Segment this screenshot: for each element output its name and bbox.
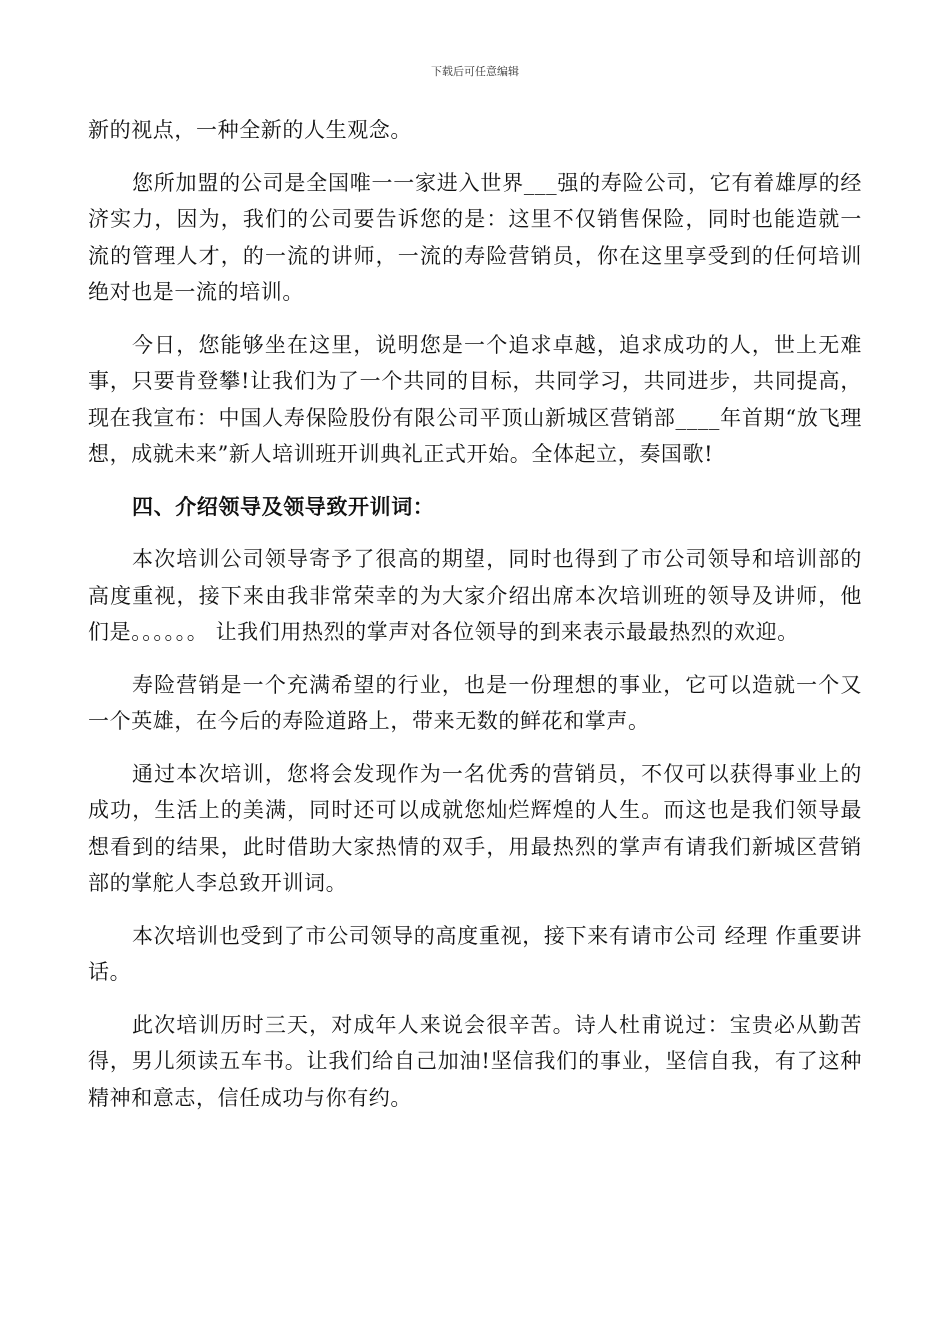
document-body xyxy=(88,112,862,1116)
paragraph-training-outcome: 通过本次培训，您将会发现作为一名优秀的营销员，不仅可以获得事业上的成功，生活上的美满，同时还可以成就您灿烂辉煌的人生。而这也是我们领导最想看到的结果，此时借助大家热情的双手，用最热烈的掌声有请我们新城区营销部的掌舵人李总致开训词。 xyxy=(88,761,862,895)
paragraph-opening-declaration: 今日，您能够坐在这里，说明您是一个追求卓越，追求成功的人，世上无难事，只要肯登攀!让我们为了一个共同的目标，共同学习，共同进步，共同提高，现在我宣布：中国人寿保险股份有限公司平顶山新城区营销部____年首期“放飞理想，成就未来”新人培训班开训典礼正式开始。全体起立，奏国歌! xyxy=(88,332,862,466)
paragraph-manager-speech: 本次培训也受到了市公司领导的高度重视，接下来有请市公司 经理 作重要讲话。 xyxy=(88,923,862,984)
paragraph-continuation: 新的视点，一种全新的人生观念。 xyxy=(88,118,412,142)
paragraph-leaders-intro: 本次培训公司领导寄予了很高的期望，同时也得到了市公司领导和培训部的高度重视，接下来由我非常荣幸的为大家介绍出席本次培训班的领导及讲师，他们是。。。。。。 让我们用热烈的掌声对各位领导的到来表示最最热烈的欢迎。 xyxy=(88,547,862,644)
section-heading: 四、介绍领导及领导致开训词： xyxy=(132,493,435,519)
page-header: 下载后可任意编辑 xyxy=(431,65,519,78)
paragraph-company-intro: 您所加盟的公司是全国唯一一家进入世界___强的寿险公司，它有着雄厚的经济实力，因为，我们的公司要告诉您的是：这里不仅销售保险，同时也能造就一流的管理人才，的一流的讲师，一流的寿险营销员，你在这里享受到的任何培训绝对也是一流的培训。 xyxy=(88,170,862,304)
paragraph-industry-hope: 寿险营销是一个充满希望的行业，也是一份理想的事业，它可以造就一个又一个英雄，在今后的寿险道路上，带来无数的鲜花和掌声。 xyxy=(88,672,862,733)
paragraph-encouragement: 此次培训历时三天，对成年人来说会很辛苦。诗人杜甫说过：宝贵必从勤苦得，男儿须读五车书。让我们给自己加油!坚信我们的事业，坚信自我，有了这种精神和意志，信任成功与你有约。 xyxy=(88,1012,862,1110)
